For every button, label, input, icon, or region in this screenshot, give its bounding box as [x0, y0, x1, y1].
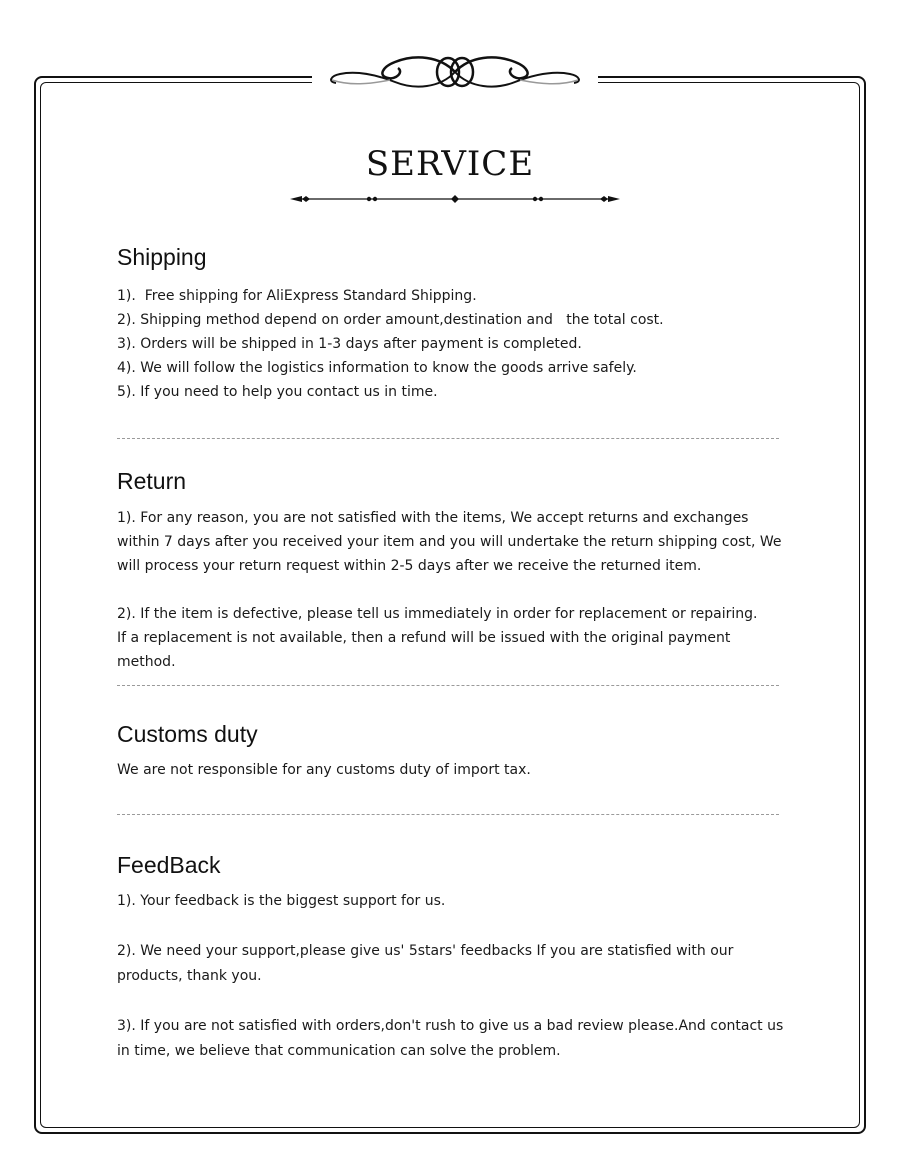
- shipping-line-1: 1). Free shipping for AliExpress Standard Shipping.: [117, 288, 477, 304]
- return-heading: Return: [117, 468, 187, 494]
- section-divider: [117, 814, 779, 815]
- shipping-list: [117, 284, 797, 404]
- shipping-heading: Shipping: [117, 244, 207, 270]
- feedback-item-2: 2). We need your support,please give us' 5stars' feedbacks If you are statisfied with our products, thank you.: [117, 943, 738, 984]
- shipping-line-4: 4). We will follow the logistics information to know the goods arrive safely.: [117, 360, 637, 376]
- feedback-text: [117, 889, 793, 1064]
- return-paragraph-2: 2). If the item is defective, please tell us immediately in order for replacement or repairing.: [117, 606, 758, 622]
- feedback-item-3: 3). If you are not satisfied with orders,don't rush to give us a bad review please.And contact us in time, we believe that communication can solve the problem.: [117, 1018, 788, 1059]
- page-title: SERVICE: [365, 144, 535, 184]
- shipping-line-5: 5). If you need to help you contact us in time.: [117, 384, 438, 400]
- shipping-line-2: 2). Shipping method depend on order amount,destination and the total cost.: [117, 312, 664, 328]
- return-paragraph-2-cont: If a replacement is not available, then a refund will be issued with the original payment method.: [117, 630, 735, 670]
- shipping-line-3: 3). Orders will be shipped in 1-3 days after payment is completed.: [117, 336, 582, 352]
- title-divider-icon: [288, 190, 622, 208]
- section-divider: [117, 438, 779, 439]
- return-text: [117, 506, 793, 674]
- flourish-ornament-icon: [320, 50, 590, 100]
- customs-heading: Customs duty: [117, 721, 258, 747]
- feedback-heading: FeedBack: [117, 852, 221, 878]
- customs-text: [117, 758, 797, 782]
- customs-line: We are not responsible for any customs duty of import tax.: [117, 762, 531, 778]
- feedback-item-1: 1). Your feedback is the biggest support for us.: [117, 893, 446, 909]
- section-divider: [117, 685, 779, 686]
- return-paragraph-1: 1). For any reason, you are not satisfied with the items, We accept returns and exchanges within 7 days after you received your item and you will undertake the return shipping cost, We will process your return request within 2-5 days after we receive the returned item.: [117, 510, 786, 574]
